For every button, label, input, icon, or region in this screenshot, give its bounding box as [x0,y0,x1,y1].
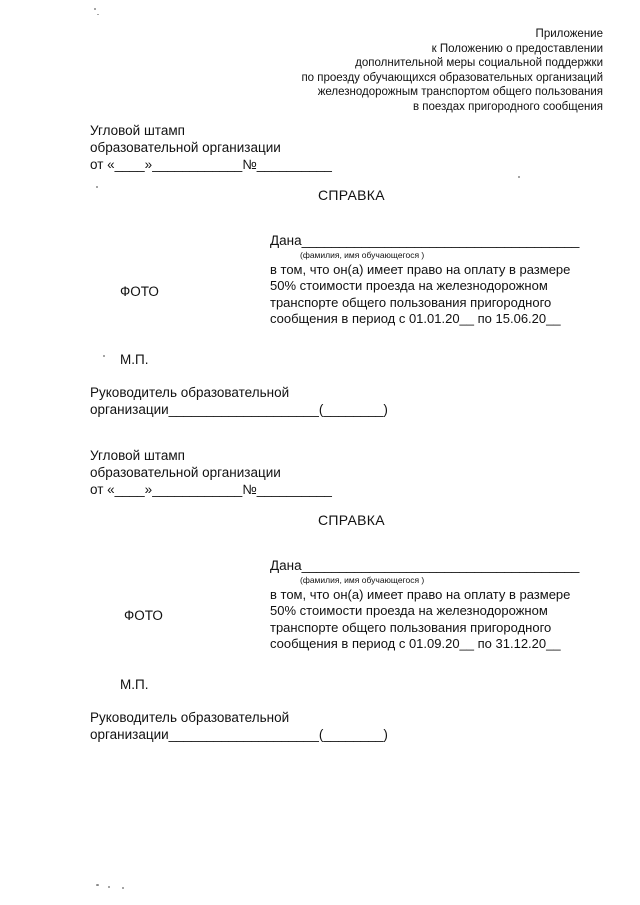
body-line: сообщения в период с 01.01.20__ по 15.06.20__ [270,311,561,327]
header-line: Приложение [535,28,603,40]
seal-mark: М.П. [120,677,149,692]
stamp-label: Угловой штамп [90,448,185,463]
date-number-line: от «____»____________№__________ [90,157,332,172]
scan-speck [518,176,520,178]
photo-placeholder: ФОТО [120,284,159,299]
scan-speck [96,884,99,886]
header-line: в поездах пригородного сообщения [412,100,603,113]
scan-speck [96,186,98,188]
scan-speck [94,8,96,10]
body-line: транспорте общего пользования пригородного [270,619,552,635]
body-line: 50% стоимости проезда на железнодорожном [270,278,548,294]
signature-line: организации____________________(________) [90,727,388,742]
head-label: Руководитель образовательной [90,710,290,725]
body-line: в том, что он(а) имеет право на оплату в размере [270,262,571,277]
date-number-line: от «____»____________№__________ [90,482,332,497]
name-hint: (фамилия, имя обучающегося ) [300,250,425,260]
scan-speck [122,887,124,889]
signature-line: организации____________________(________) [90,402,388,417]
certificate-title: СПРАВКА [318,187,385,203]
stamp-label: Угловой штамп [90,123,185,138]
name-hint: (фамилия, имя обучающегося ) [300,575,425,585]
header-line: дополнительной меры социальной поддержки [355,57,603,70]
stamp-org-label: образовательной организации [90,465,281,480]
body-line: 50% стоимости проезда на железнодорожном [270,603,548,619]
appendix-header [301,27,603,115]
scan-speck [103,355,105,357]
header-line: железнодорожным транспортом общего пользования [317,86,603,99]
header-line: по проезду обучающихся образовательных организаций [301,71,603,84]
stamp-org-label: образовательной организации [90,140,281,155]
certificate-body [270,262,570,328]
scan-speck [108,886,110,888]
photo-placeholder: ФОТО [124,608,163,623]
scan-speck [97,14,99,15]
body-line: транспорте общего пользования пригородного [270,294,552,310]
certificate-title: СПРАВКА [318,512,385,528]
body-line: в том, что он(а) имеет право на оплату в размере [270,587,571,602]
certificate-body [270,587,570,653]
given-to-line: Дана_____________________________________ [270,233,580,248]
header-line: к Положению о предоставлении [431,42,603,55]
given-to-line: Дана_____________________________________ [270,558,580,573]
body-line: сообщения в период с 01.09.20__ по 31.12.20__ [270,636,561,652]
head-label: Руководитель образовательной [90,385,290,400]
seal-mark: М.П. [120,352,149,367]
